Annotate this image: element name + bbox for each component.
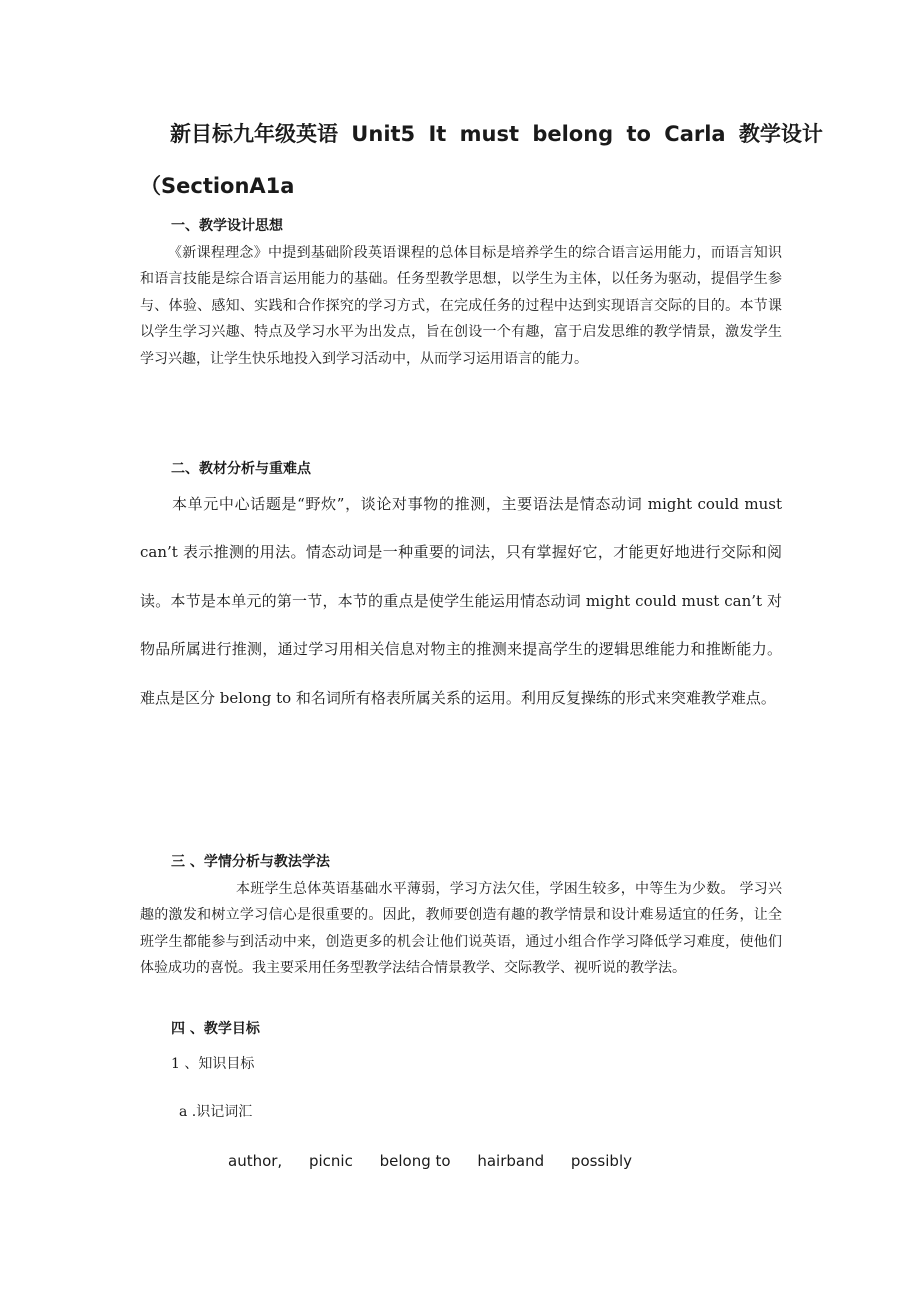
vocab-item: author,	[228, 1152, 283, 1170]
document-title-line-2: （SectionA1a	[140, 174, 295, 198]
section-heading-student-analysis: 三 、学情分析与教法学法	[171, 854, 330, 870]
section-body-student-analysis: 本班学生总体英语基础水平薄弱，学习方法欠佳，学困生较多，中等生为少数。 学习兴趣的激发和树立学习信心是很重要的。因此，教师要创造有趣的教学情景和设计难易适宜的任务，让全班学生都能参与到活动中来，创造更多的机会让他们说英语，通过小组合作学习降低学习难度，使他们体验成功的喜悦。我主要采用任务型教学法结合情景教学、交际教学、视听说的教学法。	[140, 881, 782, 977]
vocab-item: possibly	[570, 1152, 632, 1170]
section-heading-material-analysis: 二、教材分析与重难点	[171, 461, 311, 477]
section-heading-teaching-objectives: 四 、教学目标	[171, 1021, 260, 1037]
objective-knowledge-heading: 1 、知识目标	[171, 1056, 255, 1072]
vocab-item: belong to	[379, 1152, 451, 1170]
vocab-item: hairband	[477, 1152, 545, 1170]
section-body-design-thinking: 《新课程理念》中提到基础阶段英语课程的总体目标是培养学生的综合语言运用能力，而语言知识和语言技能是综合语言运用能力的基础。任务型教学思想，以学生为主体，以任务为驱动，提倡学生参与、体验、感知、实践和合作探究的学习方式，在完成任务的过程中达到实现语言交际的目的。本节课以学生学习兴趣、特点及学习水平为出发点，旨在创设一个有趣，富于启发思维的教学情景，激发学生学习兴趣，让学生快乐地投入到学习活动中，从而学习运用语言的能力。	[140, 245, 782, 367]
document-title-line-1: 新目标九年级英语 Unit5 It must belong to Carla 教学设计	[170, 122, 823, 146]
vocab-item: picnic	[308, 1152, 353, 1170]
objective-vocabulary-heading: a .识记词汇	[179, 1104, 253, 1120]
section-body-material-analysis: 本单元中心话题是“野炊”，谈论对事物的推测，主要语法是情态动词 might could must can’t 表示推测的用法。情态动词是一种重要的词法，只有掌握好它，才能更好地进行交际和阅读。本节是本单元的第一节，本节的重点是使学生能运用情态动词 might could must can’t 对物品所属进行推测，通过学习用相关信息对物主的推测来提高学生的逻辑思维能力和推断能力。难点是区分 belong to 和名词所有格表所属关系的运用。利用反复操练的形式来突难教学难点。	[140, 495, 782, 707]
section-heading-design-thinking: 一、教学设计思想	[171, 218, 283, 234]
vocabulary-list	[228, 1150, 654, 1172]
